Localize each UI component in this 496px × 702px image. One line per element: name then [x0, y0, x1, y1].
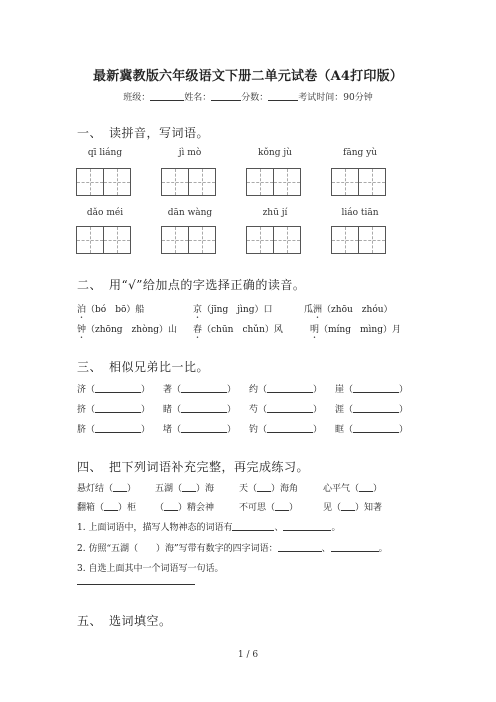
- question-3: [77, 561, 223, 574]
- grid-cell[interactable]: [246, 168, 274, 196]
- compare-char: 芍: [249, 405, 259, 415]
- compare-item: 著（ ）: [163, 385, 237, 395]
- grid-cell[interactable]: [188, 226, 216, 254]
- class-blank[interactable]: [150, 91, 184, 101]
- answer-blank[interactable]: [181, 383, 227, 393]
- compare-item: 芍（ ）: [249, 405, 323, 415]
- compare-item: 钓（ ）: [249, 425, 323, 435]
- word-rest: 船: [135, 305, 145, 315]
- idiom-item: [239, 500, 298, 513]
- writing-grid[interactable]: [76, 226, 130, 254]
- section-number: 三、: [77, 360, 103, 374]
- answer-blank[interactable]: [181, 423, 227, 433]
- reading-item[interactable]: [193, 302, 273, 321]
- name-label: 姓名：: [184, 93, 212, 103]
- idiom-text: 天（: [239, 484, 258, 494]
- idiom-item: [155, 481, 214, 494]
- idiom-blank[interactable]: [257, 482, 271, 492]
- reading-item[interactable]: [193, 322, 283, 341]
- section-title: 选词填空。: [109, 614, 172, 628]
- idiom-item: [77, 500, 136, 513]
- idiom-text: ）: [373, 484, 383, 494]
- score-label: 分数：: [241, 93, 269, 103]
- pinyin-label: jì mò: [178, 148, 202, 158]
- grid-cell[interactable]: [161, 226, 189, 254]
- word-rest: 口: [263, 305, 273, 315]
- grid-cell[interactable]: [76, 168, 104, 196]
- idiom-blank[interactable]: [341, 501, 355, 511]
- compare-char: 脐: [77, 425, 87, 435]
- sentence-answer-line[interactable]: [77, 584, 195, 585]
- compare-char: 睹: [163, 405, 173, 415]
- idiom-text: 五湖（: [155, 484, 183, 494]
- answer-blank[interactable]: [283, 521, 331, 531]
- idiom-text: ）海角: [271, 484, 299, 494]
- page-title: 最新冀教版六年级语文下册二单元试卷（A4打印版）: [93, 69, 403, 84]
- word-rest: 月: [391, 325, 401, 335]
- section-number: 五、: [77, 614, 103, 628]
- idiom-blank[interactable]: [164, 501, 178, 511]
- grid-cell[interactable]: [358, 168, 386, 196]
- word-rest: 山: [168, 325, 178, 335]
- idiom-blank[interactable]: [359, 482, 373, 492]
- idiom-item: [239, 481, 298, 494]
- idiom-text: 悬灯结（: [77, 484, 114, 494]
- pinyin-label: dān wàng: [167, 208, 213, 218]
- grid-cell[interactable]: [161, 168, 189, 196]
- writing-grid[interactable]: [76, 168, 130, 196]
- pinyin-label: zhū jí: [262, 208, 288, 218]
- idiom-item: [77, 481, 136, 494]
- section-title: 读拼音，写词语。: [109, 126, 210, 140]
- answer-blank[interactable]: [267, 403, 313, 413]
- idiom-text: ）: [289, 503, 299, 513]
- pinyin-options: （jīng jìng）: [202, 305, 264, 315]
- idiom-text: 心平气（: [323, 484, 360, 494]
- grid-cell[interactable]: [358, 226, 386, 254]
- pinyin-label: qī liáng: [87, 148, 123, 158]
- compare-char: 济: [77, 385, 87, 395]
- section-3-heading: [77, 358, 209, 375]
- idiom-text: ）: [127, 484, 137, 494]
- separator: 、: [321, 544, 331, 554]
- question-text: 3. 自选上面其中一个词语写一句话。: [77, 564, 224, 574]
- section-5-heading: [77, 612, 172, 629]
- idiom-item: [323, 481, 382, 494]
- section-title: 用“√”给加点的字选择正确的读音。: [109, 278, 306, 292]
- section-number: 一、: [77, 126, 103, 140]
- grid-cell[interactable]: [188, 168, 216, 196]
- grid-cell[interactable]: [246, 226, 274, 254]
- writing-grid[interactable]: [161, 226, 215, 254]
- dotted-char: 明: [310, 325, 320, 335]
- answer-blank[interactable]: [353, 403, 399, 413]
- end-punct: 。: [331, 523, 341, 533]
- class-label: 班级：: [123, 93, 151, 103]
- grid-cell[interactable]: [273, 168, 301, 196]
- question-text: 1. 上面词语中，描写人物神态的词语有: [77, 523, 233, 533]
- compare-char: 钓: [249, 425, 259, 435]
- writing-grid[interactable]: [161, 168, 215, 196]
- idiom-blank[interactable]: [104, 501, 118, 511]
- dotted-char: 泊: [77, 305, 87, 315]
- dotted-char: 春: [193, 325, 203, 335]
- writing-grid[interactable]: [331, 226, 385, 254]
- section-2-heading: [77, 276, 305, 293]
- pinyin-options: （zhōu zhóu）: [322, 305, 393, 315]
- idiom-blank[interactable]: [275, 501, 289, 511]
- word-prefix: 瓜: [304, 305, 314, 315]
- idiom-item: [155, 500, 214, 513]
- idiom-text: ）知著: [355, 503, 383, 513]
- grid-cell[interactable]: [331, 226, 359, 254]
- compare-item: 涯（ ）: [335, 405, 409, 415]
- compare-char: 堵: [163, 425, 173, 435]
- answer-blank[interactable]: [267, 423, 313, 433]
- word-rest: 风: [273, 325, 283, 335]
- pinyin-options: （míng mìng）: [319, 325, 392, 335]
- section-number: 二、: [77, 278, 103, 292]
- compare-char: 眶: [335, 425, 345, 435]
- answer-blank[interactable]: [278, 542, 322, 552]
- idiom-text: 不可思（: [239, 503, 276, 513]
- answer-blank[interactable]: [95, 403, 141, 413]
- pinyin-options: （zhōng zhòng）: [86, 325, 169, 335]
- compare-char: 约: [249, 385, 259, 395]
- compare-item: 约（ ）: [249, 385, 323, 395]
- compare-char: 挤: [77, 405, 87, 415]
- pinyin-label: kǒng jù: [258, 148, 292, 158]
- reading-item[interactable]: [77, 322, 177, 341]
- answer-blank[interactable]: [181, 403, 227, 413]
- dotted-char: 洲: [313, 305, 323, 315]
- section-4-heading: [77, 458, 309, 475]
- dotted-char: 京: [193, 305, 203, 315]
- question-2: [77, 541, 388, 554]
- end-punct: 。: [378, 544, 388, 554]
- answer-blank[interactable]: [232, 521, 274, 531]
- grid-cell[interactable]: [273, 226, 301, 254]
- separator: 、: [274, 523, 284, 533]
- writing-grid[interactable]: [246, 168, 300, 196]
- idiom-text: （: [155, 503, 165, 513]
- grid-cell[interactable]: [76, 226, 104, 254]
- idiom-text: ）柜: [118, 503, 137, 513]
- grid-cell[interactable]: [103, 226, 131, 254]
- compare-char: 涯: [335, 405, 345, 415]
- answer-blank[interactable]: [331, 542, 379, 552]
- pinyin-options: （bó bō）: [86, 305, 136, 315]
- idiom-blank[interactable]: [113, 482, 127, 492]
- idiom-text: 翻箱（: [77, 503, 105, 513]
- pinyin-label: dǎo méi: [86, 208, 124, 218]
- compare-item: 眶（ ）: [335, 425, 409, 435]
- page-number: 1 / 6: [237, 650, 259, 660]
- compare-char: 著: [163, 385, 173, 395]
- question-1: [77, 520, 340, 533]
- reading-item[interactable]: [77, 302, 144, 321]
- answer-blank[interactable]: [95, 383, 141, 393]
- writing-grid[interactable]: [246, 226, 300, 254]
- section-number: 四、: [77, 460, 103, 474]
- grid-cell[interactable]: [331, 168, 359, 196]
- answer-blank[interactable]: [95, 423, 141, 433]
- compare-char: 崖: [335, 385, 345, 395]
- idiom-text: ）海: [196, 484, 215, 494]
- answer-blank[interactable]: [353, 383, 399, 393]
- idiom-item: [323, 500, 382, 513]
- name-blank[interactable]: [211, 91, 241, 101]
- question-text: 2. 仿照“五湖（ ）海”写带有数字的四字词语：: [77, 544, 278, 554]
- grid-cell[interactable]: [103, 168, 131, 196]
- compare-item: 挤（ ）: [77, 405, 151, 415]
- compare-item: 济（ ）: [77, 385, 151, 395]
- idiom-text: 见（: [323, 503, 342, 513]
- pinyin-label: liáo tiān: [341, 208, 379, 218]
- reading-item[interactable]: [304, 302, 393, 321]
- section-1-heading: [77, 124, 209, 141]
- writing-grid[interactable]: [331, 168, 385, 196]
- idiom-text: ）精会神: [178, 503, 215, 513]
- pinyin-label: fāng yù: [343, 148, 377, 158]
- compare-item: 脐（ ）: [77, 425, 151, 435]
- student-info-line: [0, 90, 496, 103]
- section-title: 相似兄弟比一比。: [109, 360, 210, 374]
- answer-blank[interactable]: [353, 423, 399, 433]
- pinyin-options: （chūn chǔn）: [202, 325, 274, 335]
- compare-item: 堵（ ）: [163, 425, 237, 435]
- answer-blank[interactable]: [267, 383, 313, 393]
- dotted-char: 钟: [77, 325, 87, 335]
- time-label: 考试时间：90分钟: [298, 93, 373, 103]
- reading-item[interactable]: [310, 322, 401, 341]
- compare-item: 睹（ ）: [163, 405, 237, 415]
- score-blank[interactable]: [268, 91, 298, 101]
- idiom-blank[interactable]: [182, 482, 196, 492]
- compare-item: 崖（ ）: [335, 385, 409, 395]
- section-title: 把下列词语补充完整，再完成练习。: [109, 460, 310, 474]
